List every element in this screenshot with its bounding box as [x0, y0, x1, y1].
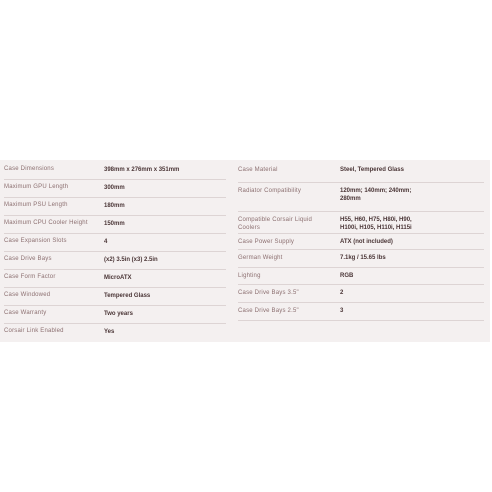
spec-value: Yes — [104, 329, 115, 335]
spec-row — [238, 234, 484, 250]
spec-column-left — [4, 162, 226, 342]
spec-value: 300mm — [104, 185, 125, 191]
spec-label: Case Drive Bays — [4, 256, 52, 262]
spec-label — [238, 216, 312, 232]
spec-value: Tempered Glass — [104, 293, 151, 299]
spec-row — [4, 180, 226, 198]
spec-label: Maximum GPU Length — [4, 184, 69, 190]
spec-label: Case Drive Bays 3.5" — [238, 290, 299, 296]
spec-label: Case Form Factor — [4, 274, 56, 280]
spec-row — [4, 288, 226, 306]
spec-row — [4, 216, 226, 234]
spec-row — [4, 306, 226, 324]
spec-value: Two years — [104, 311, 133, 317]
spec-row — [4, 162, 226, 180]
spec-label-line: Compatible Corsair Liquid — [238, 217, 313, 223]
spec-label: Case Drive Bays 2.5" — [238, 308, 299, 314]
spec-row — [4, 198, 226, 216]
spec-row — [238, 268, 484, 285]
spec-row — [4, 252, 226, 270]
spec-label: Radiator Compatibility — [238, 188, 302, 194]
spec-value — [340, 187, 411, 203]
spec-label: Case Material — [238, 167, 278, 173]
spec-value-line: 280mm — [340, 196, 361, 202]
spec-value: ATX (not included) — [340, 239, 393, 245]
spec-value-line: 120mm; 140mm; 240mm; — [340, 188, 412, 194]
spec-value: 150mm — [104, 221, 125, 227]
spec-row — [238, 212, 484, 234]
spec-label: Case Warranty — [4, 310, 47, 316]
spec-row — [238, 183, 484, 212]
spec-value: 3 — [340, 308, 344, 314]
spec-label: Maximum CPU Cooler Height — [4, 220, 88, 226]
spec-value: 4 — [104, 239, 108, 245]
spec-value: 2 — [340, 290, 344, 296]
spec-value-line: H55, H60, H75, H80i, H90, — [340, 217, 412, 223]
spec-row — [4, 270, 226, 288]
spec-row — [238, 303, 484, 321]
spec-label: Corsair Link Enabled — [4, 328, 64, 334]
spec-value — [340, 216, 412, 232]
spec-value: 180mm — [104, 203, 125, 209]
spec-value: 398mm x 276mm x 351mm — [104, 167, 180, 173]
spec-label: Case Power Supply — [238, 239, 295, 245]
spec-row — [238, 250, 484, 268]
spec-label: Case Windowed — [4, 292, 51, 298]
spec-value: 7.1kg / 15.65 lbs — [340, 255, 386, 261]
spec-label: Lighting — [238, 273, 261, 279]
spec-column-right — [238, 162, 484, 321]
spec-value: MicroATX — [104, 275, 132, 281]
spec-row — [4, 324, 226, 342]
spec-label: German Weight — [238, 255, 283, 261]
spec-row — [4, 234, 226, 252]
spec-label: Case Dimensions — [4, 166, 55, 172]
spec-row — [238, 285, 484, 303]
spec-label: Case Expansion Slots — [4, 238, 67, 244]
spec-value: (x2) 3.5in (x3) 2.5in — [104, 257, 158, 263]
spec-table — [0, 160, 490, 342]
spec-value: RGB — [340, 273, 354, 279]
spec-label-line: Coolers — [238, 225, 261, 231]
spec-value: Steel, Tempered Glass — [340, 167, 404, 173]
spec-label: Maximum PSU Length — [4, 202, 68, 208]
spec-row — [238, 162, 484, 183]
spec-value-line: H100i, H105, H110i, H115i — [340, 225, 412, 231]
